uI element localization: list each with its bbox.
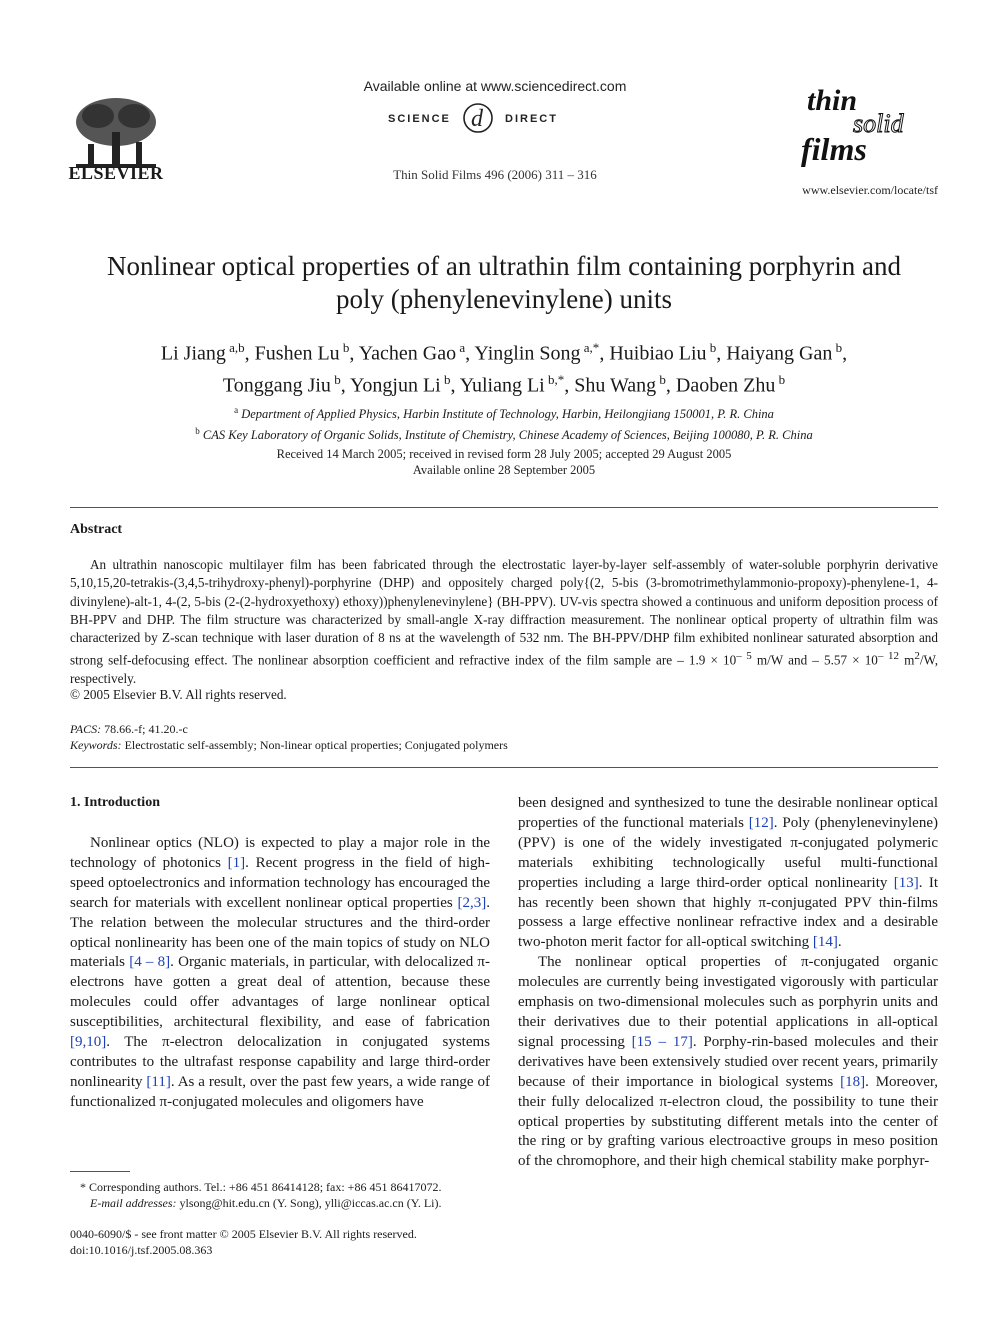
authors-line-1: Li Jiang $^{a,b}$, Fushen Lu $^b$, Yachen Gao $^a$, Yinglin Song $^{a,*}$, Huibiao Liu $^b$, Haiyang Gan $^b$, [160,340,848,365]
section-heading-introduction: 1. Introduction [70,795,160,810]
body-text: . [837,934,842,951]
body-text: . It has recently been shown that highly π-conjugated PPV thin-films possess a large effective nonlinear refractive index and a desirable two-photon merit factor for all-optical switching [518,874,938,951]
author-name[interactable]: Daoben Zhu [675,374,776,397]
author-name[interactable]: Yongjun Li [349,374,441,397]
author-name[interactable]: Huibiao Liu [609,342,707,365]
keywords: Keywords: Electrostatic self-assembly; Non-linear optical properties; Conjugated polymers [70,738,508,752]
pacs-codes: PACS: 78.66.-f; 41.20.-c [70,722,188,736]
citation-link[interactable]: [1] [227,854,246,871]
citation-link[interactable]: [4 – 8] [129,954,171,971]
thin-solid-films-logo [795,80,945,172]
divider-bottom [70,767,938,768]
body-text: . Recent progress in the field of high-speed optoelectronics and information technology has encouraged the search for materials with excellent nonlinear optical properties [70,854,490,911]
author-name[interactable]: Haiyang Gan [726,342,833,365]
tsf-logo-thin: thin [807,84,858,117]
received-dates: Received 14 March 2005; received in revised form 28 July 2005; accepted 29 August 2005 [276,447,732,461]
author-affiliation-mark: b [832,340,843,355]
body-text: . The π-electron delocalization in conjugated systems contributes to the ultrafast response capability and large third-order nonlinearity [70,1034,490,1090]
author-name[interactable]: Yachen Gao [358,342,457,365]
author-affiliation-mark: a,b [225,340,245,355]
doi-line[interactable]: doi:10.1016/j.tsf.2005.08.363 [70,1243,213,1257]
title-line-1: Nonlinear optical properties of an ultrathin film containing porphyrin and [106,251,902,281]
author-affiliation-mark: b [330,371,341,387]
body-text: . The relation between the molecular structures and the third-order optical nonlinearity has been one of the main topics of study on NLO materials [70,894,490,971]
article-title [70,250,938,316]
body-text: . Porphy-rin-based molecules and their derivatives have been extensively studied over recent years, primarily because of their importance in biological systems [518,1033,938,1090]
tsf-logo-solid: solid [853,109,904,138]
abstract-text: An ultrathin nanoscopic multilayer film has been fabricated through the electrostatic layer-by-layer self-assembly of water-soluble porphyrin derivative 5,10,15,20-tetrakis-(3,4,5-trihydroxy-phenyl)-porphyrine (DHP) and oppositely charged poly{(2, 5-bis (3-bromotrimethylammonio-propoxy)-phenylene-1, 4-divinylene)-alt-1, 4-(2, 5-bis (2-(2-hydroxyethoxy) ethoxy))phenylenevinylene} (BH-PPV). UV-vis spectra showed a continuous and uniform deposition process of BH-PPV and DHP. The film structure was characterized by small-angle X-ray diffraction measurement. The nonlinear optical property of ultrathin film was characterized by Z-scan technique with laser duration of 8 ns at the wavelength of 532 nm. The BH-PPV/DHP film exhibited nonlinear saturated absorption and strong self-defocusing effect. The nonlinear absorption coefficient and refractive index of the film sample are – $1.9 \times 10^{- 5}$ m/W and – $5.57 \times 10^{- 12}$ $m^2/W$, respectively. [70,557,939,687]
author-affiliation-mark: a [456,340,466,355]
front-matter [70,1226,417,1258]
author-list [70,335,938,398]
citation-link[interactable]: [12] [748,814,774,831]
corresponding-author-footnote: * Corresponding authors. Tel.: +86 451 86414128; fax: +86 451 86417072. E-mail addresses: ylsong@hit.edu.cn (Y. Song), ylli@iccas.ac.cn (Y. Li). [80,1180,442,1210]
svg-text:d: d [471,106,483,132]
body-text: . Organic materials, in particular, with delocalized π-electrons have gotten a great deal of attention, because these molecules could offer advantages of large nonlinear optical susceptibilities, architectural flexibility, and ease of fabrication [70,954,490,1031]
body-text: been designed and synthesized to tune the desirable nonlinear optical properties of the functional materials [518,795,938,831]
citation-link[interactable]: [2,3] [457,894,487,911]
title-line-2: poly (phenylenevinylene) units [336,284,672,314]
citation-link[interactable]: [18] [840,1073,866,1090]
body-text: . Moreover, their fully delocalized π-electron cloud, the possibility to tune their optical properties by substituting different metals into the center of the ring or by grafting various electroactive groups in meso position of the chromophore, and their high chemical stability make porphyr- [518,1073,938,1170]
author-name[interactable]: Yuliang Li [459,374,545,397]
author-affiliation-mark: a,* [580,340,600,355]
body-text: . As a result, over the past few years, a wide range of functionalized π-conjugated molecules and oligomers have [70,1073,490,1110]
citation-link[interactable]: [9,10] [70,1034,107,1051]
intro-paragraph-1 [70,834,490,1113]
citation-link[interactable]: [13] [893,874,919,891]
author-name[interactable]: Shu Wang [574,374,657,397]
abstract-copyright: © 2005 Elsevier B.V. All rights reserved. [70,687,287,702]
author-name[interactable]: Yinglin Song [474,342,581,365]
abstract-heading: Abstract [70,522,123,537]
citation-link[interactable]: [14] [812,934,838,951]
footnote-rule [70,1171,130,1172]
available-online[interactable]: Available online at www.sciencedirect.com [363,78,627,94]
author-affiliation-mark: b [339,340,350,355]
author-affiliation-mark: b [706,340,717,355]
journal-citation: Thin Solid Films 496 (2006) 311 – 316 [393,167,597,182]
intro-paragraph-continued [518,794,938,953]
sd-right-text: DIRECT [505,113,558,125]
sd-left-text: SCIENCE [388,113,451,125]
issn-line: 0040-6090/$ - see front matter © 2005 Elsevier B.V. All rights reserved. [70,1227,417,1241]
right-column [518,794,938,1172]
affiliation-a: $^a$ Department of Applied Physics, Harbin Institute of Technology, Harbin, Heilongjiang 150001, P. R. China [234,405,774,422]
author-name[interactable]: Fushen Lu [254,342,340,365]
author-affiliation-mark: b [656,371,666,387]
publisher-name: ELSEVIER [68,163,164,183]
intro-paragraph-2 [518,953,938,1172]
left-column [70,834,490,1113]
tsf-logo-films: films [801,131,867,167]
divider-top [70,507,938,508]
affiliation-b: $^b$ CAS Key Laboratory of Organic Solids, Institute of Chemistry, Chinese Academy of Sciences, Beijing 100080, P. R. China [195,426,813,443]
authors-line-2: Tonggang Jiu $^b$, Yongjun Li $^b$, Yuliang Li $^{b,*}$, Shu Wang $^b$, Daoben Zhu $^b$ [222,371,786,397]
citation-link[interactable]: [11] [146,1073,171,1090]
body-text: . Poly (phenylenevinylene) (PPV) is one of the widely investigated π-conjugated polymeric materials exhibiting technologically useful multi-functional properties including a large third-order optical nonlinearity [518,814,938,891]
author-affiliation-mark: b,* [544,371,565,387]
author-name[interactable]: Tonggang Jiu [222,374,331,397]
body-text: Nonlinear optics (NLO) is expected to play a major role in the technology of photonics [70,835,490,871]
affiliations [70,402,938,444]
author-name[interactable]: Li Jiang [160,342,226,365]
body-text: The nonlinear optical properties of π-conjugated organic molecules are currently being investigated vigorously with particular emphasis on two-dimensional molecules such as porphyrin units and their derivatives due to their potential applications in all-optical signal processing [518,954,938,1050]
available-date: Available online 28 September 2005 [412,463,596,477]
email-addresses[interactable]: ylsong@hit.edu.cn (Y. Song), ylli@iccas.ac.cn (Y. Li). [176,1196,442,1210]
author-affiliation-mark: b [440,371,451,387]
journal-url[interactable]: www.elsevier.com/locate/tsf [802,183,938,197]
sciencedirect-logo [360,98,630,138]
author-affiliation-mark: b [775,371,786,387]
article-dates [70,446,938,478]
citation-link[interactable]: [15 – 17] [631,1033,693,1050]
